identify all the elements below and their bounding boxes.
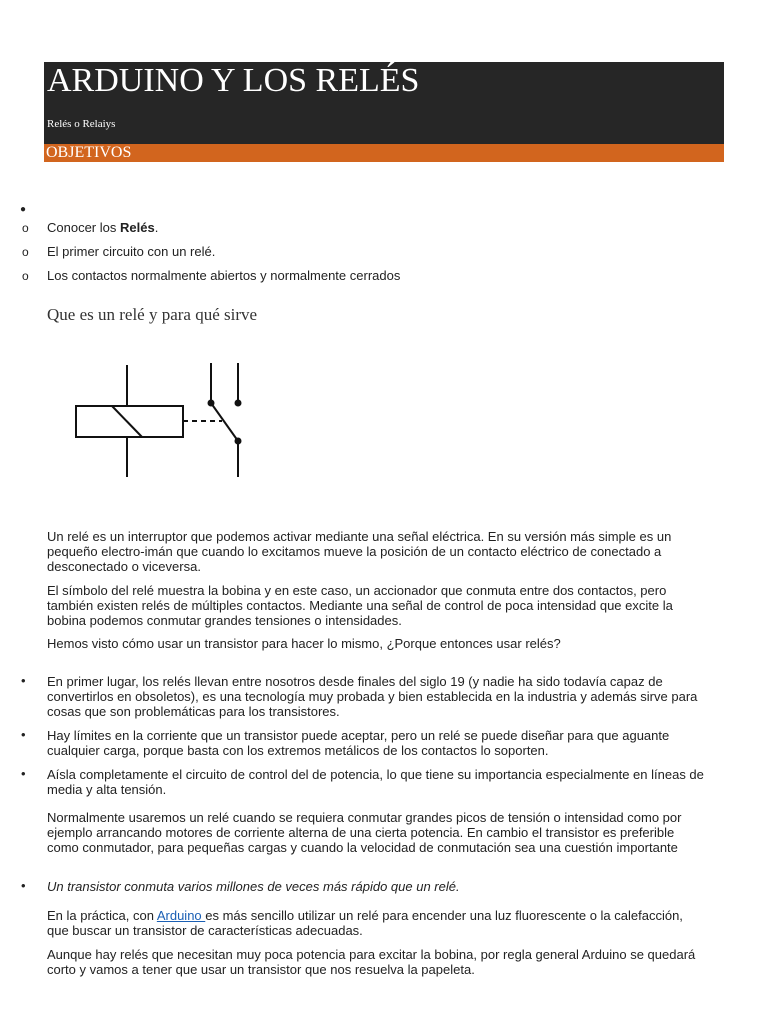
coil-diagonal xyxy=(112,406,142,437)
list-item-text: Hay límites en la corriente que un transistor puede aceptar, pero un relé se puede diseñar para que aguante cualquier carga, porque basta con los extremos metálicos de los contactos lo soporten. xyxy=(47,728,670,758)
objective-text: Los contactos normalmente abiertos y normalmente cerrados xyxy=(47,268,401,283)
circle-bullet-icon: o xyxy=(22,245,29,259)
circle-bullet-icon: o xyxy=(22,221,29,235)
page-title: ARDUINO Y LOS RELÉS xyxy=(47,62,420,99)
list-item-text: Un transistor conmuta varios millones de veces más rápido que un relé. xyxy=(47,879,460,894)
page-subtitle: Relés o Relaiys xyxy=(47,118,116,130)
objectives-label: OBJETIVOS xyxy=(46,144,132,161)
arduino-link[interactable]: Arduino xyxy=(156,908,206,923)
bullet-icon: • xyxy=(21,878,26,893)
paragraph: Hemos visto cómo usar un transistor para hacer lo mismo, ¿Porque entonces usar relés? xyxy=(47,636,561,651)
relay-symbol-diagram xyxy=(60,355,260,485)
paragraph: El símbolo del relé muestra la bobina y en este caso, un accionador que conmuta entre dos contactos, pero también existen relés de múltiples contactos. Mediante una señal de control de poca intensidad que excite la bobina podemos conmutar grandes tensiones o intensidades. xyxy=(47,583,673,628)
objective-text: El primer circuito con un relé. xyxy=(47,244,216,259)
empty-bullet-icon: ● xyxy=(20,204,27,215)
circle-bullet-icon: o xyxy=(22,269,29,283)
paragraph: En la práctica, con Arduino es más sencillo utilizar un relé para encender una luz fluorescente o la calefacción, que buscar un transistor de características adecuadas. xyxy=(47,908,683,938)
list-item-text: En primer lugar, los relés llevan entre nosotros desde finales del siglo 19 (y nadie ha sido todavía capaz de convertirlos en obsoletos), es una tecnología muy probada y bien establecida en la industria y además sirve para cosas que son problemáticas para los transistores. xyxy=(47,674,698,719)
bullet-icon: • xyxy=(21,727,26,742)
objective-text: Conocer los Relés. xyxy=(47,220,159,235)
objectives-bar xyxy=(44,144,724,162)
bullet-icon: • xyxy=(21,673,26,688)
title-banner xyxy=(44,62,724,144)
paragraph: Un relé es un interruptor que podemos activar mediante una señal eléctrica. En su versión más simple es un pequeño electro-imán que cuando lo excitamos mueve la posición de un contacto eléctrico de conectado a desconectado o viceversa. xyxy=(47,529,672,574)
paragraph: Normalmente usaremos un relé cuando se requiera conmutar grandes picos de tensión o intensidad como por ejemplo arrancando motores de corriente alterna de una cierta potencia. En cambio el transistor es preferible como conmutador, para pequeñas cargas y cuando la velocidad de conmutación sea una cuestión importante xyxy=(47,810,682,855)
paragraph: Aunque hay relés que necesitan muy poca potencia para excitar la bobina, por regla general Arduino se quedará corto y vamos a tener que usar un transistor que nos resuelva la papeleta. xyxy=(47,947,696,977)
switch-arm xyxy=(211,403,238,441)
bullet-icon: • xyxy=(21,766,26,781)
section-heading: Que es un relé y para qué sirve xyxy=(47,305,258,324)
list-item-text: Aísla completamente el circuito de control del de potencia, lo que tiene su importancia especialmente en líneas de media y alta tensión. xyxy=(47,767,704,797)
coil-box xyxy=(76,406,183,437)
